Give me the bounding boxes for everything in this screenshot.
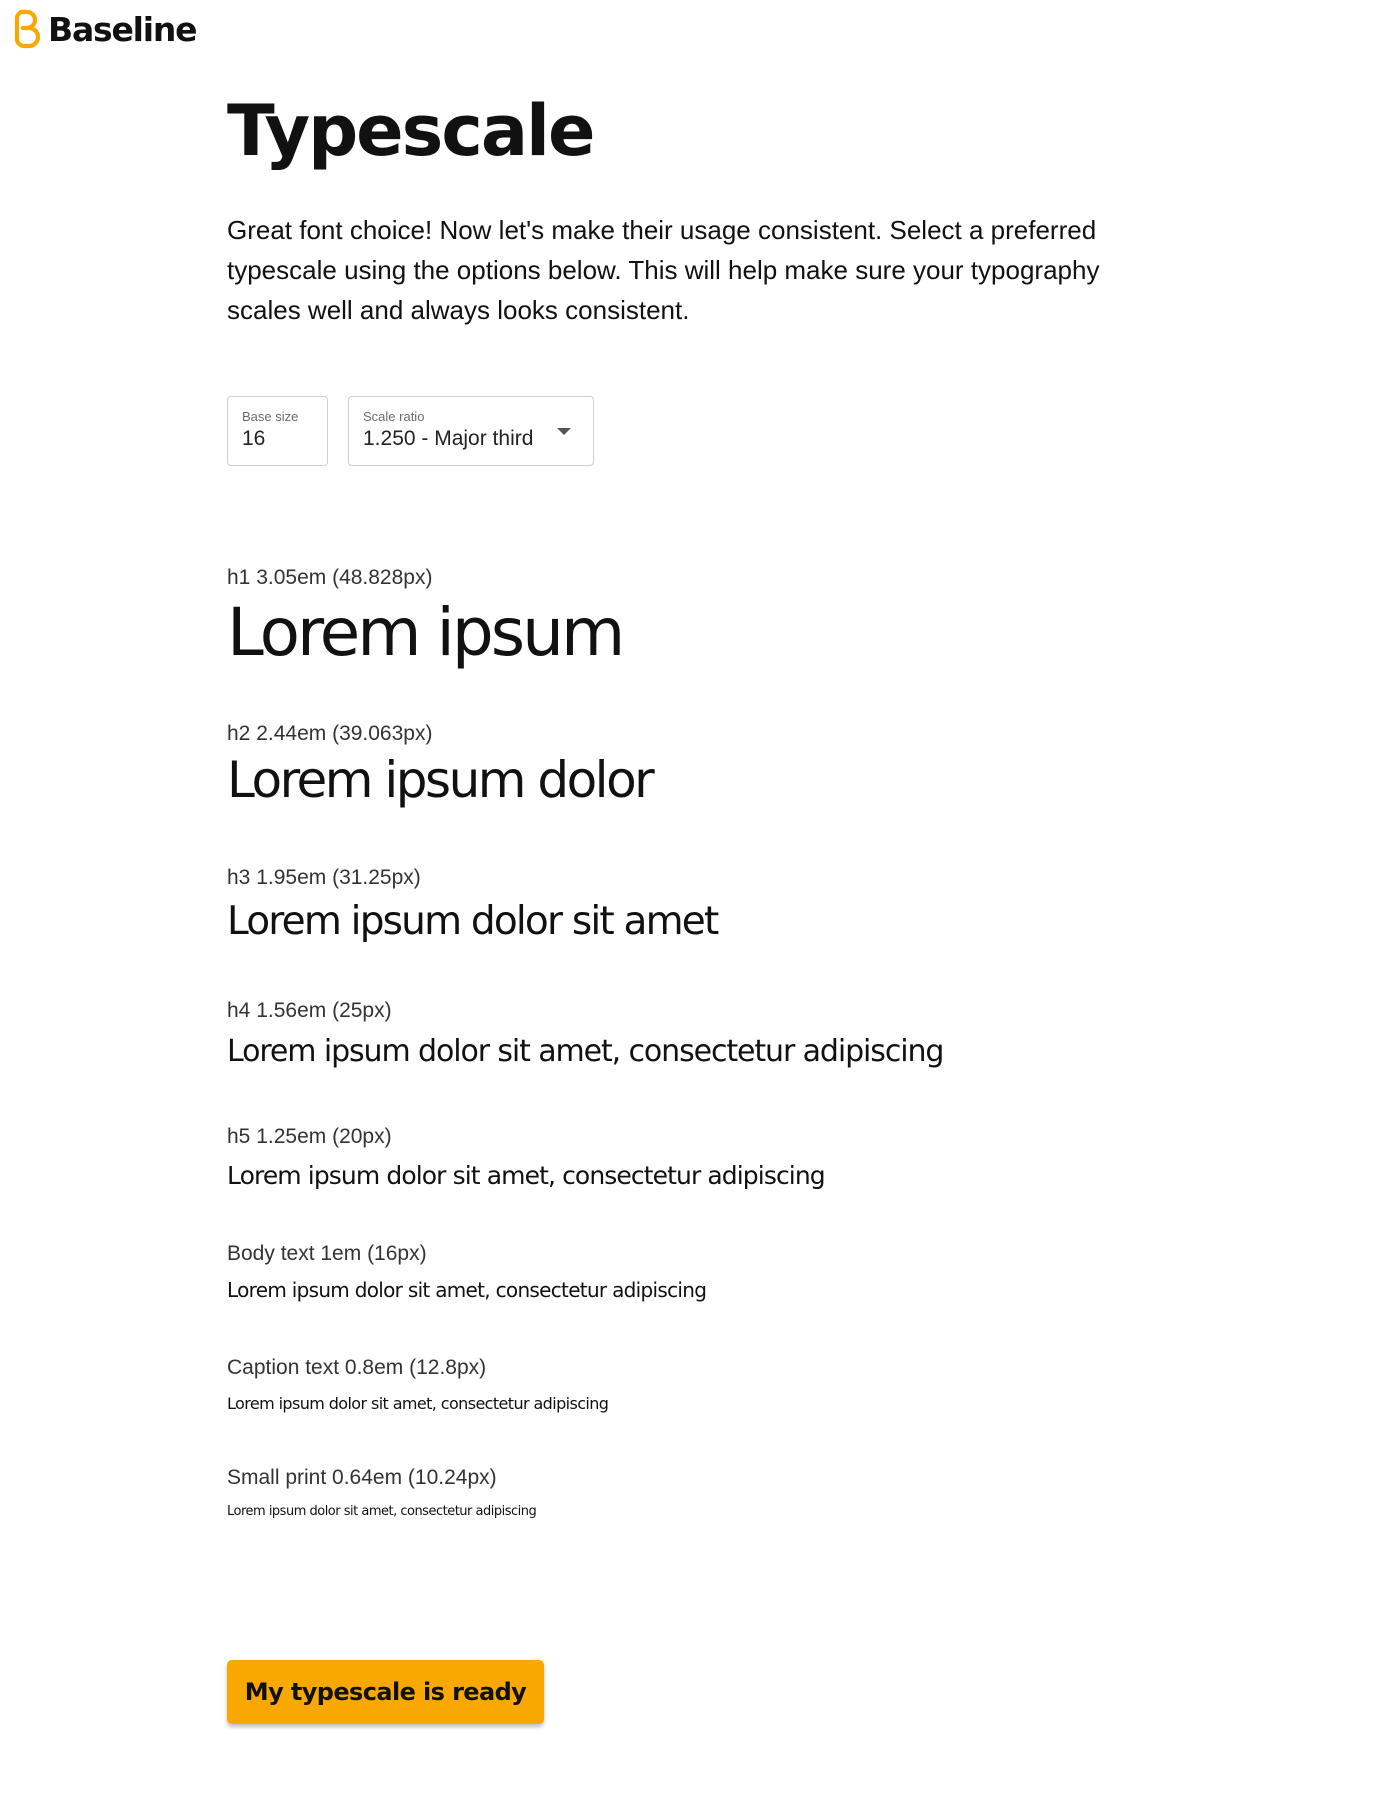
scale-ratio-value[interactable]: 1.250 - Major third	[363, 427, 534, 450]
small-print-scale-label: Small print 0.64em (10.24px)	[227, 1466, 497, 1489]
h3-scale-label: h3 1.95em (31.25px)	[227, 866, 421, 889]
body-sample: Lorem ipsum dolor sit amet, consectetur adipiscing	[227, 1278, 707, 1302]
typescale-ready-button[interactable]: My typescale is ready	[227, 1660, 544, 1724]
caption-scale-label: Caption text 0.8em (12.8px)	[227, 1356, 487, 1379]
baseline-logo-icon	[12, 8, 42, 50]
h5-sample: Lorem ipsum dolor sit amet, consectetur adipiscing	[227, 1161, 825, 1190]
brand-name: Baseline	[48, 9, 197, 49]
scale-ratio-label: Scale ratio	[363, 409, 425, 424]
chevron-down-icon[interactable]	[557, 428, 571, 435]
h5-scale-label: h5 1.25em (20px)	[227, 1125, 392, 1148]
scale-ratio-select[interactable]	[348, 396, 594, 466]
h1-sample: Lorem ipsum	[227, 594, 623, 671]
brand-logo[interactable]	[12, 8, 196, 50]
caption-sample: Lorem ipsum dolor sit amet, consectetur adipiscing	[227, 1394, 609, 1413]
intro-text: Great font choice! Now let's make their usage consistent. Select a preferred typescale using the options below. This will help make sure your typography scales well and always looks consistent.	[227, 215, 1100, 325]
h1-scale-label: h1 3.05em (48.828px)	[227, 566, 433, 589]
base-size-label: Base size	[242, 409, 299, 424]
h4-sample: Lorem ipsum dolor sit amet, consectetur adipiscing	[227, 1034, 944, 1069]
h3-sample: Lorem ipsum dolor sit amet	[227, 899, 718, 944]
base-size-field[interactable]	[227, 396, 328, 466]
page-title: Typescale	[227, 90, 594, 172]
h2-sample: Lorem ipsum dolor	[227, 751, 653, 809]
small-print-sample: Lorem ipsum dolor sit amet, consectetur adipiscing	[227, 1504, 537, 1519]
body-scale-label: Body text 1em (16px)	[227, 1242, 427, 1265]
h2-scale-label: h2 2.44em (39.063px)	[227, 722, 433, 745]
base-size-input[interactable]: 16	[242, 427, 266, 450]
h4-scale-label: h4 1.56em (25px)	[227, 999, 392, 1022]
